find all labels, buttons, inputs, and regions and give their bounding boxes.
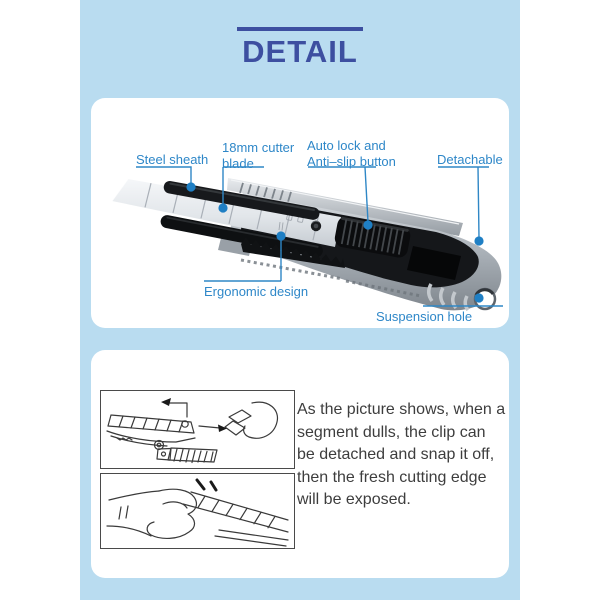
- diagram-snap-blade: [100, 473, 295, 549]
- callout-dot: [363, 220, 372, 229]
- header-accent-line: [237, 27, 363, 31]
- callout-dot: [474, 293, 483, 302]
- callout-dot: [474, 236, 483, 245]
- callout-ergonomic: Ergonomic design: [204, 284, 309, 299]
- callout-detachable: Detachable: [437, 152, 503, 167]
- callout-cutter-blade: 18mm cutter blade: [222, 140, 295, 171]
- info-card: [91, 350, 509, 578]
- page-title: DETAIL: [242, 34, 358, 69]
- callout-dot: [186, 182, 195, 191]
- callout-auto-lock: Auto lock and Anti–slip button: [307, 138, 396, 169]
- callout-suspension-hole: Suspension hole: [376, 309, 473, 324]
- diagram-detach-clip: [100, 390, 295, 469]
- callout-dot: [276, 231, 285, 240]
- callout-steel-sheath: Steel sheath: [136, 152, 209, 167]
- description-text: As the picture shows, when a segment dulls, the clip can be detached and snap it off, then the fresh cutting edge will be exposed.: [297, 401, 506, 508]
- header: [80, 0, 520, 70]
- product-card: [91, 98, 509, 328]
- callout-dot: [218, 203, 227, 212]
